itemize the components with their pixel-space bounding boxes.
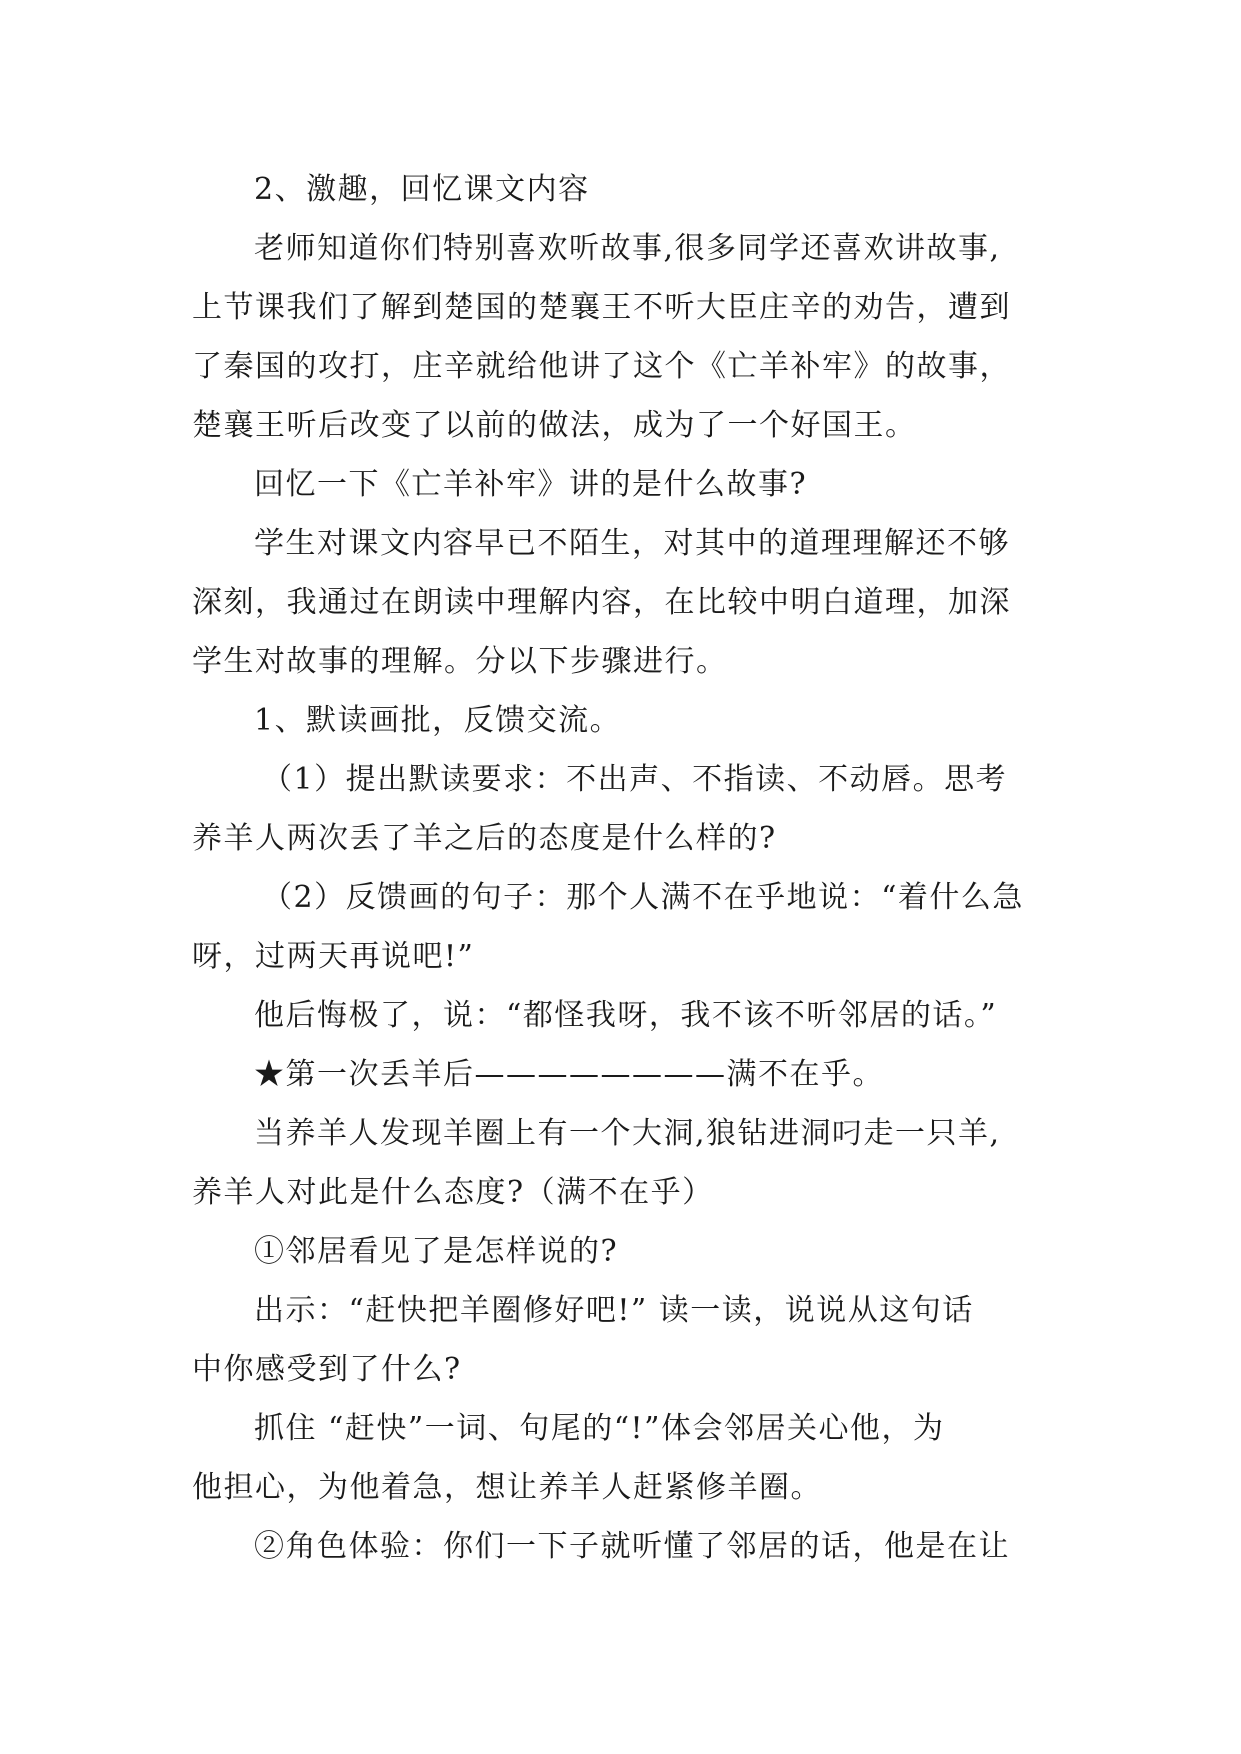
- paragraph-line: 中你感受到了什么?: [192, 1352, 462, 1387]
- paragraph-line: 楚襄王听后改变了以前的做法，成为了一个好国王。: [192, 408, 917, 443]
- step-heading: 1、默读画批，反馈交流。: [254, 703, 622, 738]
- paragraph-line: ②角色体验：你们一下子就听懂了邻居的话，他是在让: [254, 1529, 1010, 1564]
- paragraph-line: （1）提出默读要求：不出声、不指读、不动唇。思考: [262, 762, 1008, 797]
- paragraph-line: 呀，过两天再说吧!”: [192, 939, 475, 974]
- starred-line: ★第一次丢羊后————————满不在乎。: [254, 1057, 884, 1092]
- paragraph-line: 学生对故事的理解。分以下步骤进行。: [192, 644, 728, 679]
- paragraph-line: 养羊人两次丢了羊之后的态度是什么样的?: [192, 821, 777, 856]
- paragraph-line: 老师知道你们特别喜欢听故事,很多同学还喜欢讲故事,: [254, 231, 1001, 266]
- paragraph-line: 他担心，为他着急，想让养羊人赶紧修羊圈。: [192, 1470, 822, 1505]
- paragraph-line: （2）反馈画的句子：那个人满不在乎地说：“着什么急: [262, 880, 1024, 915]
- paragraph-line: 深刻，我通过在朗读中理解内容，在比较中明白道理，加深: [192, 585, 1011, 620]
- paragraph-line: 抓住 “赶快”一词、句尾的“!”体会邻居关心他，为: [254, 1411, 945, 1446]
- paragraph-line: 出示：“赶快把羊圈修好吧!” 读一读，说说从这句话: [254, 1293, 974, 1328]
- paragraph-line: 回忆一下《亡羊补牢》讲的是什么故事?: [254, 467, 808, 502]
- paragraph-line: 了秦国的攻打，庄辛就给他讲了这个《亡羊补牢》的故事，: [192, 349, 1011, 384]
- paragraph-line: 养羊人对此是什么态度?（满不在乎）: [192, 1175, 714, 1210]
- paragraph-line: ①邻居看见了是怎样说的?: [254, 1234, 619, 1269]
- paragraph-line: 他后悔极了，说：“都怪我呀，我不该不听邻居的话。”: [254, 998, 998, 1033]
- paragraph-line: 当养羊人发现羊圈上有一个大洞,狼钻进洞叼走一只羊,: [254, 1116, 1001, 1151]
- section-heading: 2、激趣，回忆课文内容: [254, 172, 590, 207]
- paragraph-line: 学生对课文内容早已不陌生，对其中的道理理解还不够: [254, 526, 1010, 561]
- paragraph-line: 上节课我们了解到楚国的楚襄王不听大臣庄辛的劝告，遭到: [192, 290, 1011, 325]
